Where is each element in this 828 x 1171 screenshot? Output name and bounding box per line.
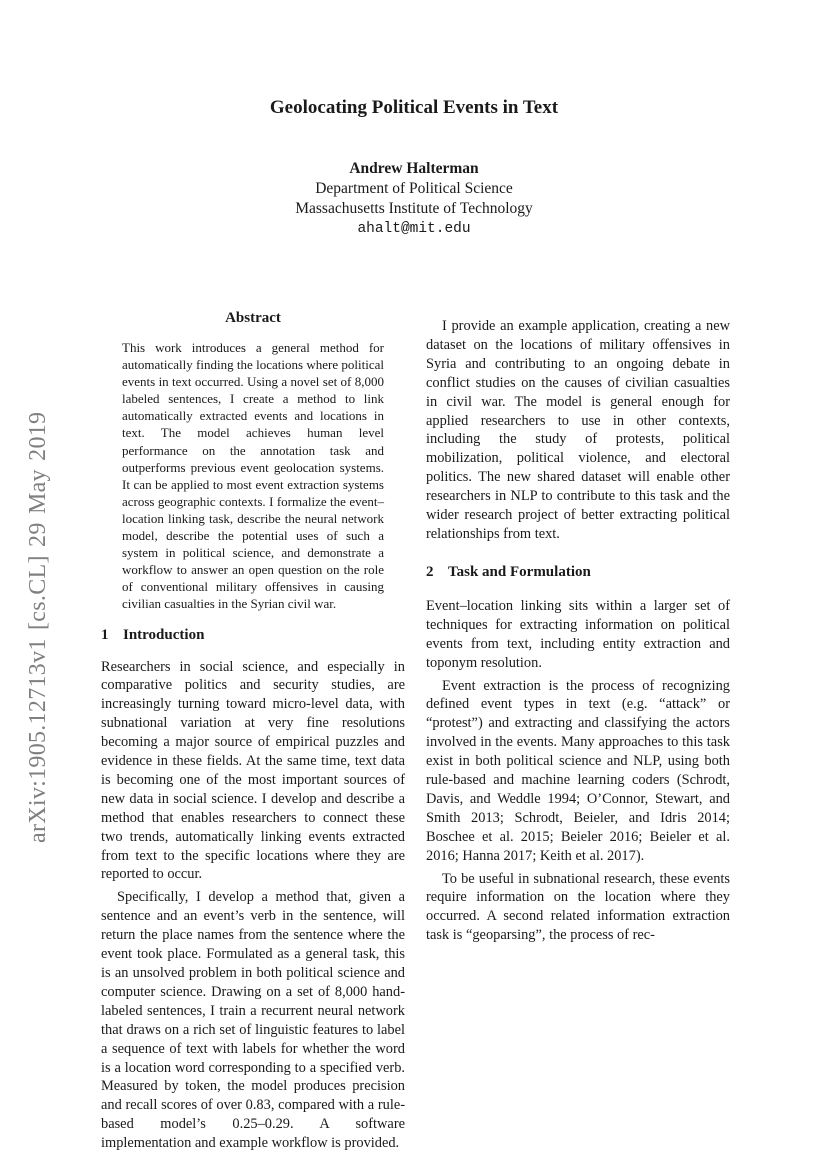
- author-department: Department of Political Science: [315, 180, 513, 197]
- intro-paragraph-3: I provide an example application, creating a new dataset on the locations of military offensives in Syria and contributing to an ongoing debate in conflict studies on the causes of civilian casualties in civil war. The model is general enough for applied researchers to use in other contexts, including the study of protests, political mobilization, political violence, and electoral politics. The new shared dataset will enable other researchers in NLP to contribute to this task and the wider research project of better extracting political relationships from text.: [426, 318, 730, 542]
- task-paragraph-2: Event extraction is the process of recognizing defined event types in text (e.g. “attack” or “protest”) and extracting and classifying the actors involved in the events. Many approaches to this task exist in both political science and NLP, using both rule-based and machine learning coders (Schrodt, Davis, and Weddle 1994; O’Connor, Stewart, and Smith 2013; Schrodt, Beieler, and Idris 2014; Boschee et al. 2015; Beieler 2016; Beieler et al. 2016; Hanna 2017; Keith et al. 2017).: [426, 677, 730, 864]
- section-1-title: Introduction: [123, 626, 205, 643]
- section-2-title: Task and Formulation: [448, 563, 591, 580]
- author-name: Andrew Halterman: [349, 160, 479, 177]
- section-1-heading: [101, 627, 405, 644]
- section-2-heading: [426, 564, 730, 581]
- abstract-text: This work introduces a general method for automatically finding the locations where political events in text occurred. Using a novel set of 8,000 labeled sentences, I create a method to link automatically extracted events and locations in text. The model achieves human level performance on the annotation task and outperforms previous event geolocation systems. It can be applied to most event extraction systems across geographic contexts. I formalize the event–location linking task, describe the neural network model, describe the potential uses of such a system in political science, and demonstrate a workflow to answer an open question on the role of conventional military offensives in causing civilian casualties in the Syrian civil war.: [122, 340, 384, 612]
- section-1-number: 1: [101, 626, 109, 643]
- left-column: [101, 310, 405, 1153]
- author-block: [0, 159, 828, 239]
- intro-paragraph-1: Researchers in social science, and especially in comparative politics and security studies, are increasingly turning toward micro-level data, with subnational variation at very fine resolutions becoming a major source of empirical puzzles and evidence in these fields. At the same time, text data is becoming one of the most important sources of new data in social science. I develop and describe a method that enables researchers to connect these two trends, automatically linking events extracted from text to the specific locations where they are reported to occur.: [101, 658, 405, 883]
- arxiv-stamp: arXiv:1905.12713v1 [cs.CL] 29 May 2019: [25, 411, 51, 843]
- task-paragraph-3: To be useful in subnational research, these events require information on the location where they occurred. A second related information extraction task is “geoparsing”, the process of rec-: [426, 870, 730, 944]
- section-2-number: 2: [426, 563, 434, 580]
- author-email: ahalt@mit.edu: [357, 221, 471, 237]
- intro-paragraph-2: Specifically, I develop a method that, given a sentence and an event’s verb in the sentence, will return the place names from the sentence where the event took place. Formulated as a general task, this is an unsolved problem in both political science and computer science. Drawing on a set of 8,000 hand-labeled sentences, I train a recurrent neural network that draws on a rich set of linguistic features to label a sequence of text with labels for whether the word is a location word corresponding to a specified verb. Measured by token, the model produces precision and recall scores of over 0.83, compared with a rule-based model’s 0.25–0.29. A software implementation and example workflow is provided.: [101, 889, 405, 1152]
- right-column: [426, 313, 730, 945]
- paper-title: Geolocating Political Events in Text: [269, 97, 559, 118]
- author-institution: Massachusetts Institute of Technology: [295, 200, 533, 217]
- task-paragraph-1: Event–location linking sits within a larger set of techniques for extracting information on political events from text, including entity extraction and toponym resolution.: [426, 597, 730, 671]
- abstract-heading: Abstract: [225, 310, 281, 326]
